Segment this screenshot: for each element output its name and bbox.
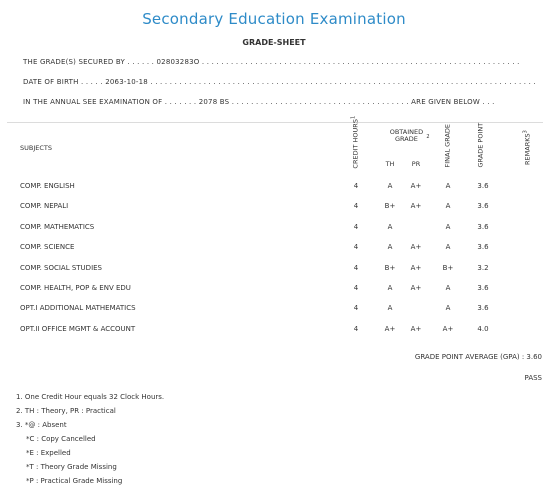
note-copy-cancelled: *C : Copy Cancelled	[26, 435, 96, 443]
cell-th: A	[387, 304, 393, 313]
cell-credit: 4	[353, 284, 359, 292]
cell-final: B+	[442, 263, 454, 272]
result-status: PASS	[524, 374, 542, 382]
cell-subject: OPT.I ADDITIONAL MATHEMATICS	[20, 304, 136, 313]
cell-credit: 4	[353, 263, 359, 272]
info-line-dob: DATE OF BIRTH . . . . . 2063-10-18 . . . . . . . . . . . . . . . . . . . . . . . . . . . . . . . . . . . . . . . . . . . . . . . . . . . . . . . . . . . . . . . . . . . . . . . . . . . . . . . .	[23, 78, 536, 86]
cell-final: A	[445, 284, 451, 292]
cell-final: A	[445, 202, 451, 211]
cell-final: A+	[442, 324, 454, 333]
note-3: 3. *@ : Absent	[16, 421, 67, 429]
header-subjects: SUBJECTS	[20, 144, 53, 152]
cell-credit: 4	[353, 202, 359, 211]
cell-credit: 4	[353, 222, 359, 231]
table-row	[7, 176, 543, 196]
header-grade-point: GRADE POINT	[476, 122, 485, 168]
info-line-exam: IN THE ANNUAL SEE EXAMINATION OF . . . . . . . 2078 BS . . . . . . . . . . . . . . . . . . . . . . . . . . . . . . . . . . . . . ARE GIVEN BELOW . . .	[23, 98, 495, 106]
header-final-grade: FINAL GRADE	[443, 123, 452, 168]
cell-th: A	[387, 243, 393, 252]
cell-th: B+	[384, 263, 396, 272]
header-obtained-grade: OBTAINED GRADE $^2$	[389, 128, 430, 143]
cell-pr: A+	[410, 324, 422, 333]
table-row	[7, 237, 543, 257]
note-theory-missing: *T : Theory Grade Missing	[26, 463, 117, 471]
cell-pr: A+	[410, 284, 422, 292]
cell-credit: 4	[353, 182, 359, 190]
cell-subject: OPT.II OFFICE MGMT & ACCOUNT	[20, 324, 136, 333]
cell-pr: A+	[410, 182, 422, 190]
cell-credit: 4	[353, 243, 359, 252]
table-row	[7, 196, 543, 216]
header-remarks: REMARKS$^3$	[522, 130, 532, 165]
table-row	[7, 319, 543, 339]
grade-sheet-subtitle: GRADE-SHEET	[242, 38, 306, 47]
cell-pr: A+	[410, 263, 422, 272]
table-row	[7, 258, 543, 278]
cell-final: A	[445, 304, 451, 313]
cell-grade-point: 3.6	[477, 202, 489, 211]
cell-grade-point: 3.2	[477, 263, 489, 272]
header-credit-hours: CREDIT HOURS$^1$	[350, 115, 360, 169]
cell-subject: COMP. ENGLISH	[20, 182, 75, 190]
cell-th: A+	[384, 324, 396, 333]
cell-th: B+	[384, 202, 396, 211]
cell-subject: COMP. SCIENCE	[20, 243, 75, 252]
cell-credit: 4	[353, 304, 359, 313]
cell-th: A	[387, 222, 393, 231]
cell-final: A	[445, 243, 451, 252]
cell-final: A	[445, 222, 451, 231]
cell-grade-point: 4.0	[477, 324, 489, 333]
cell-grade-point: 3.6	[477, 304, 489, 313]
header-th: TH	[385, 160, 395, 168]
table-row	[7, 298, 543, 318]
cell-pr: A+	[410, 202, 422, 211]
cell-subject: COMP. NEPALI	[20, 202, 69, 211]
grade-table	[7, 115, 543, 353]
cell-subject: COMP. SOCIAL STUDIES	[20, 263, 103, 272]
cell-grade-point: 3.6	[477, 182, 489, 190]
gpa-value: GRADE POINT AVERAGE (GPA) : 3.60	[414, 353, 542, 361]
table-row	[7, 278, 543, 298]
header-pr: PR	[411, 160, 421, 168]
note-expelled: *E : Expelled	[26, 449, 71, 457]
cell-th: A	[387, 182, 393, 190]
cell-final: A	[445, 182, 451, 190]
page-title: Secondary Education Examination	[142, 10, 406, 28]
cell-subject: COMP. HEALTH, POP & ENV EDU	[20, 284, 131, 292]
cell-pr: A+	[410, 243, 422, 252]
info-line-name: THE GRADE(S) SECURED BY . . . . . . 02803283O . . . . . . . . . . . . . . . . . . . . . . . . . . . . . . . . . . . . . . . . . . . . . . . . . . . . . . . . . . . . . . . . . .	[23, 58, 520, 66]
cell-grade-point: 3.6	[477, 243, 489, 252]
cell-subject: COMP. MATHEMATICS	[20, 222, 95, 231]
cell-grade-point: 3.6	[477, 222, 489, 231]
cell-th: A	[387, 284, 393, 292]
cell-grade-point: 3.6	[477, 284, 489, 292]
note-practical-missing: *P : Practical Grade Missing	[26, 477, 123, 485]
cell-credit: 4	[353, 324, 359, 333]
note-1: 1. One Credit Hour equals 32 Clock Hours.	[16, 393, 165, 401]
table-row	[7, 217, 543, 237]
note-2: 2. TH : Theory, PR : Practical	[16, 407, 116, 415]
